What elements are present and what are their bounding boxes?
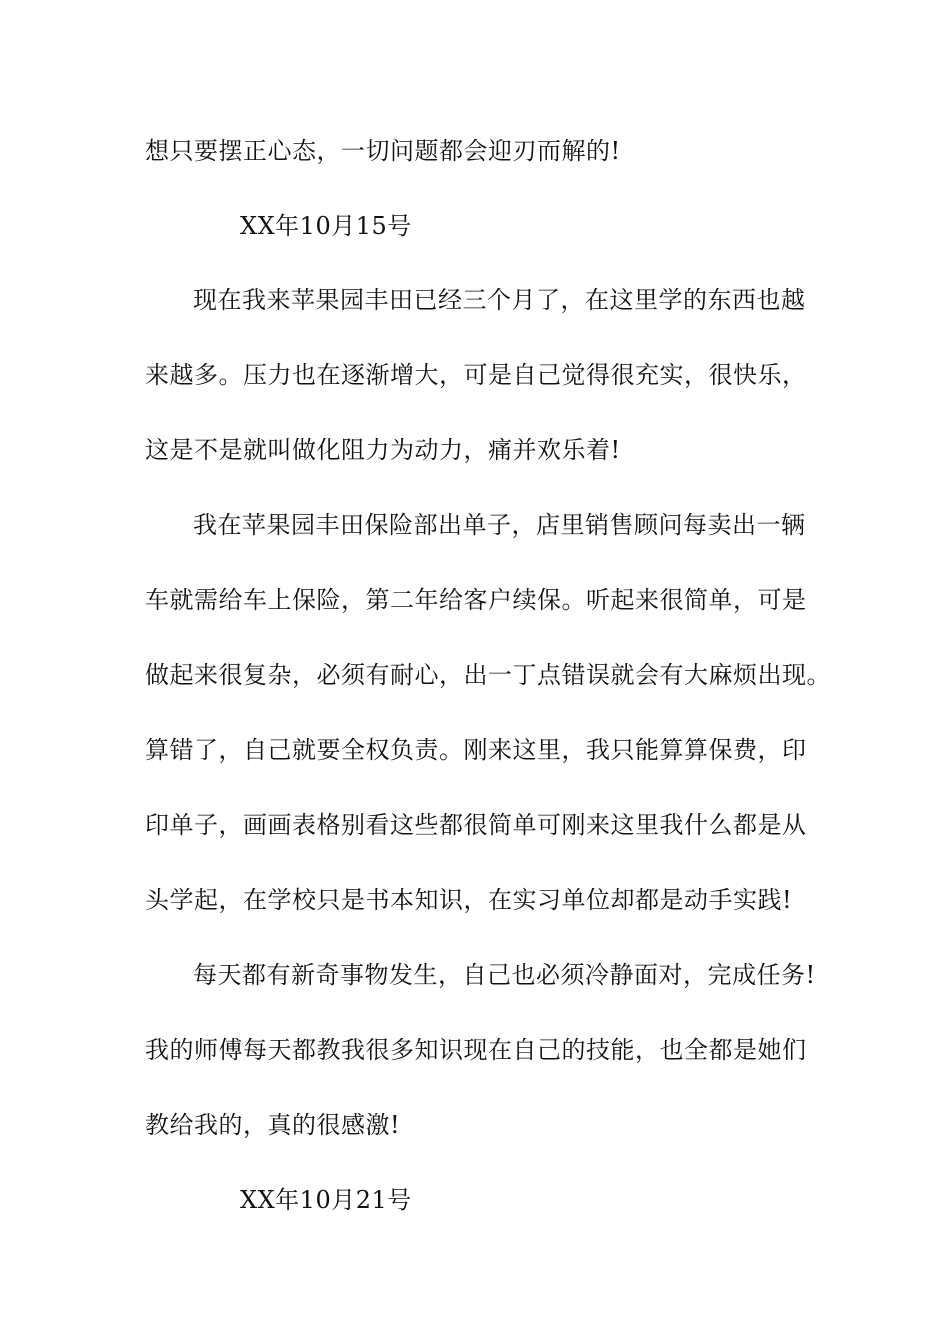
paragraph-line: 我的师傅每天都教我很多知识现在自己的技能，也全都是她们 — [145, 1036, 807, 1064]
paragraph-line: 这是不是就叫做化阻力为动力，痛并欢乐着! — [145, 436, 621, 464]
paragraph-line: 每天都有新奇事物发生，自己也必须冷静面对，完成任务! — [193, 961, 816, 989]
date-heading: XX年10月21号 — [240, 1186, 412, 1214]
paragraph-line: 现在我来苹果园丰田已经三个月了，在这里学的东西也越 — [193, 286, 806, 314]
paragraph-line: 做起来很复杂，必须有耐心，出一丁点错误就会有大麻烦出现。 — [145, 661, 831, 689]
paragraph-line: 教给我的，真的很感激! — [145, 1111, 401, 1139]
paragraph-line: 印单子，画画表格别看这些都很简单可刚来这里我什么都是从 — [145, 811, 807, 839]
paragraph-line: 头学起，在学校只是书本知识，在实习单位却都是动手实践! — [145, 886, 793, 914]
paragraph-line: 我在苹果园丰田保险部出单子，店里销售顾问每卖出一辆 — [193, 511, 806, 539]
paragraph-line: 想只要摆正心态，一切问题都会迎刃而解的! — [145, 137, 621, 165]
paragraph-line: 来越多。压力也在逐渐增大，可是自己觉得很充实，很快乐， — [145, 361, 807, 389]
date-heading: XX年10月15号 — [240, 212, 412, 240]
paragraph-line: 车就需给车上保险，第二年给客户续保。听起来很简单，可是 — [145, 586, 807, 614]
paragraph-line: 算错了，自己就要全权负责。刚来这里，我只能算算保费，印 — [145, 736, 807, 764]
